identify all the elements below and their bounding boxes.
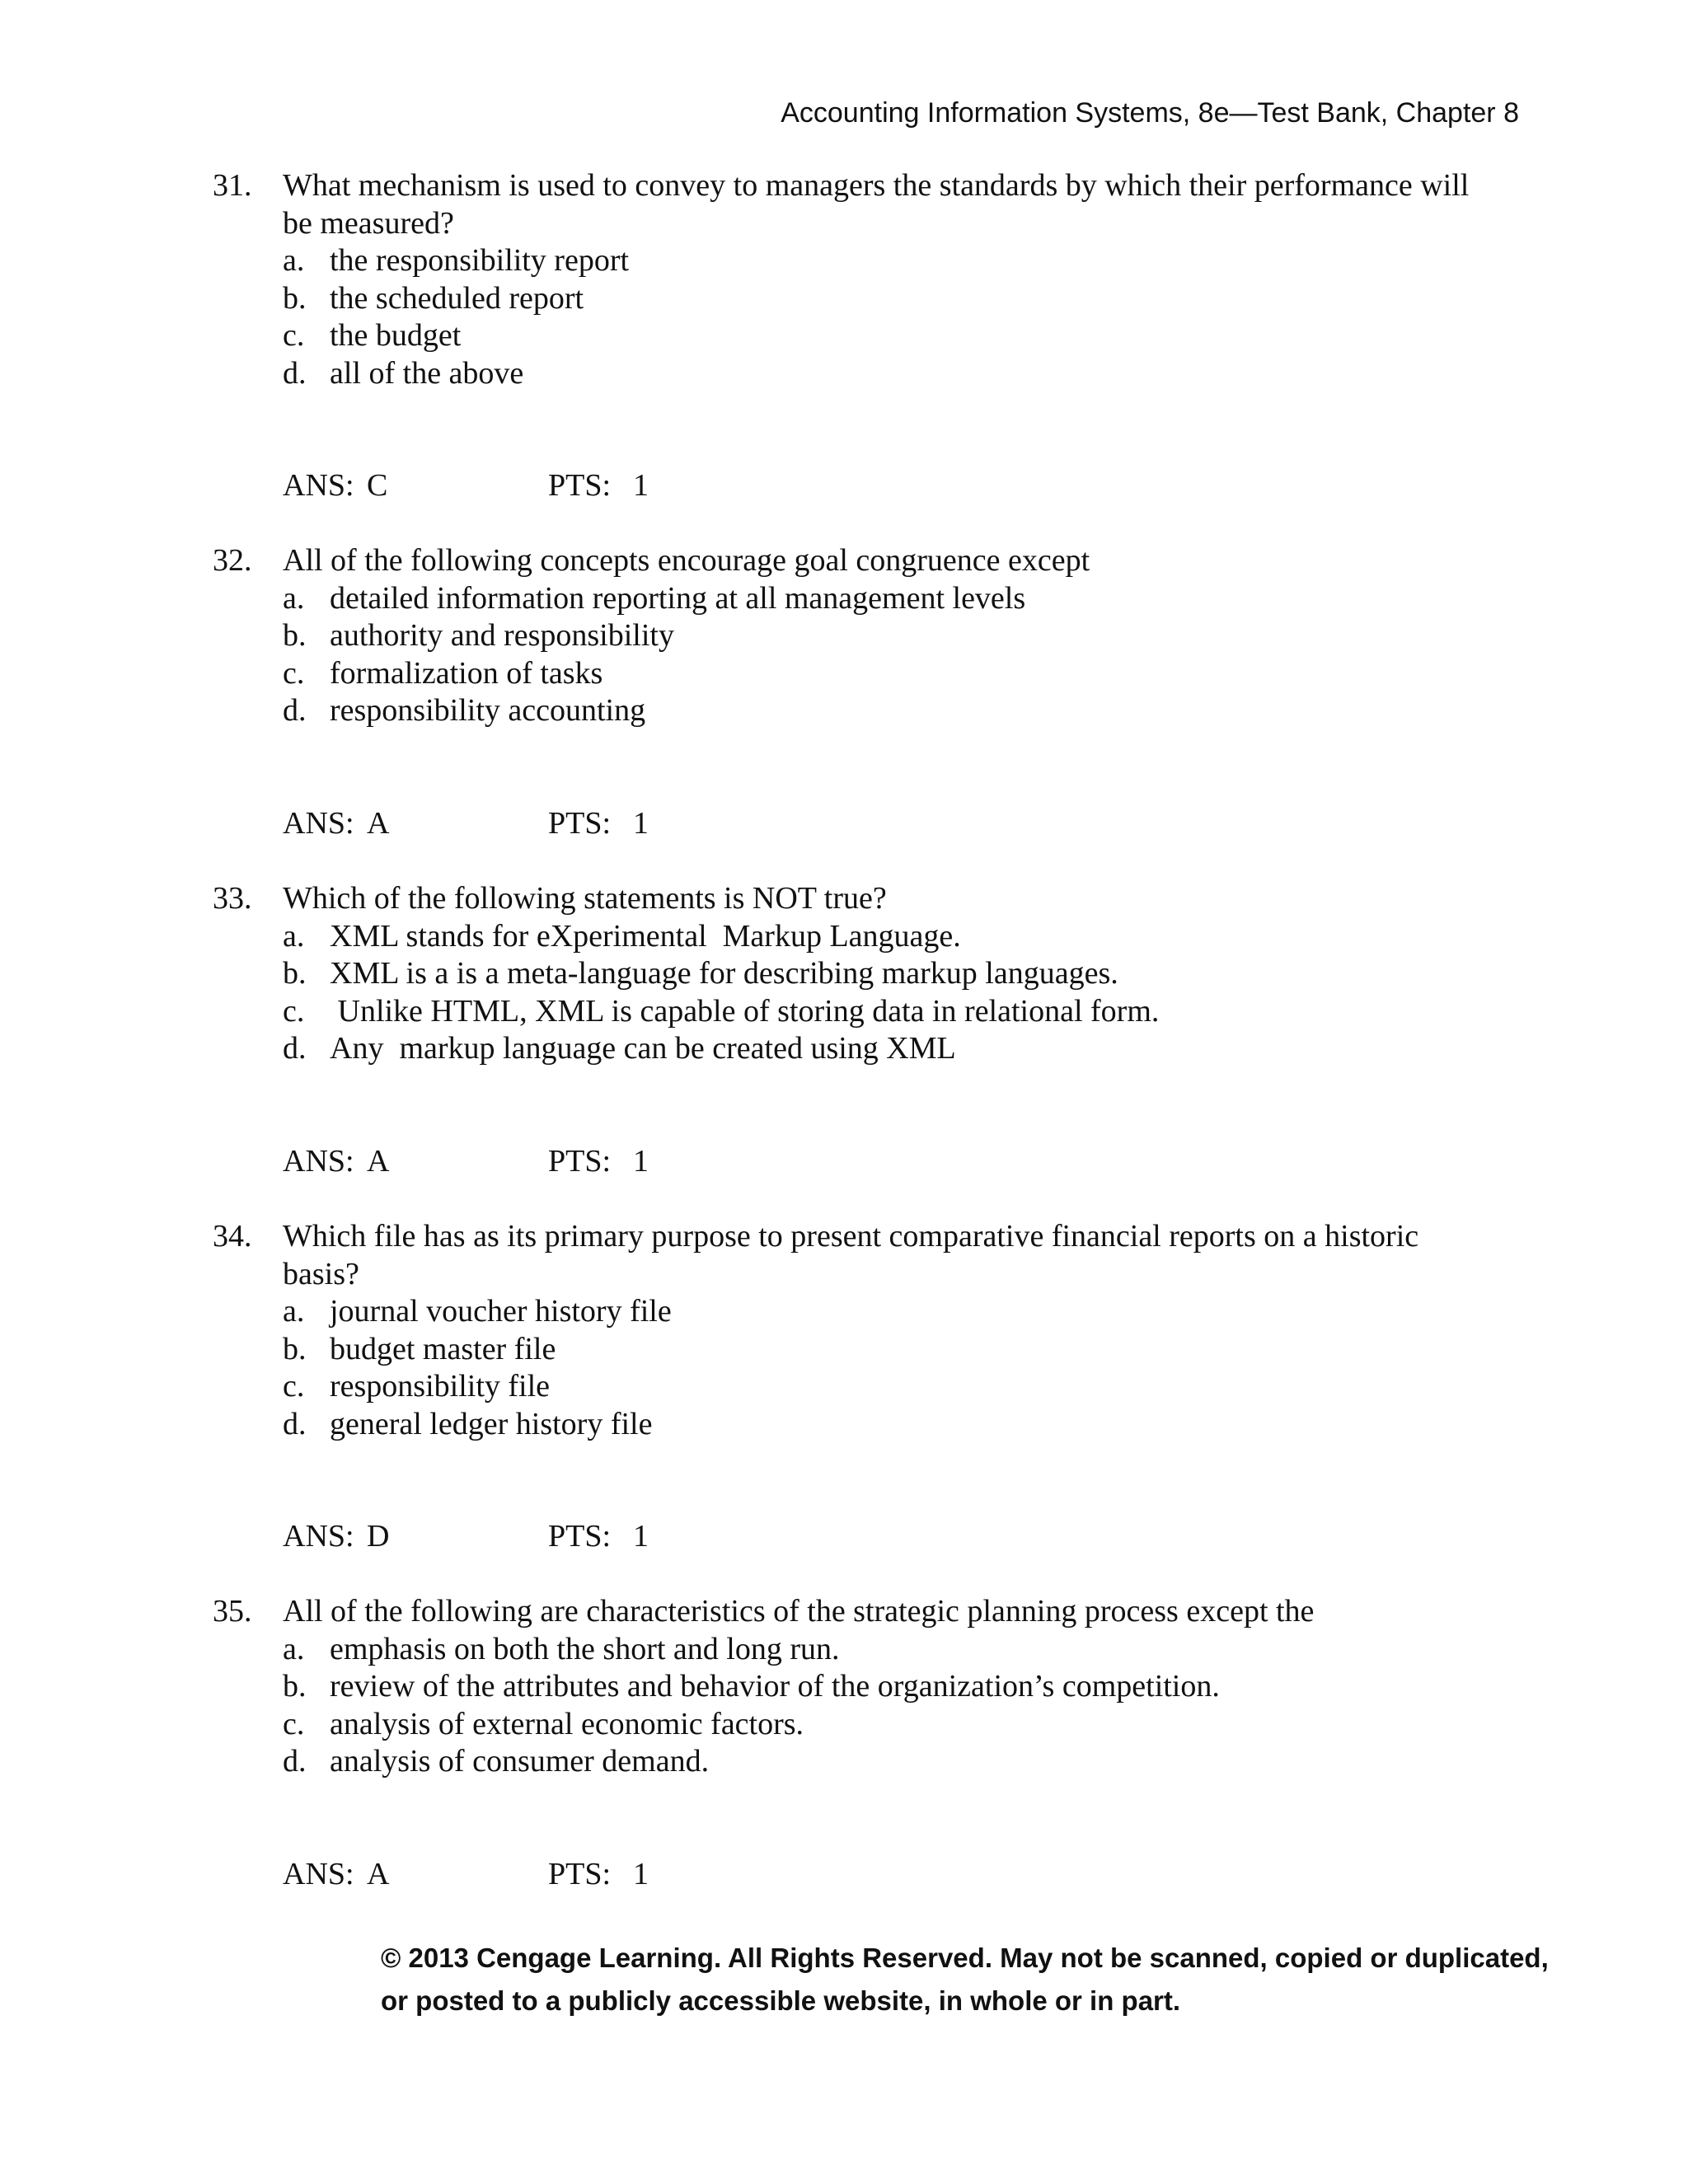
points-label: PTS: bbox=[548, 806, 612, 841]
option-text: the responsibility report bbox=[330, 243, 630, 278]
option-text: analysis of consumer demand. bbox=[330, 1744, 710, 1779]
option-text: budget master file bbox=[330, 1331, 556, 1366]
answer-value: A bbox=[367, 806, 390, 841]
option-letter: d. bbox=[283, 1406, 307, 1441]
question-number: 34. bbox=[213, 1219, 252, 1254]
question-stem: All of the following are characteristics of the strategic planning process except the bbox=[283, 1594, 1315, 1629]
points-value: 1 bbox=[633, 468, 649, 503]
question-number: 31. bbox=[213, 168, 252, 203]
points-label: PTS: bbox=[548, 1857, 612, 1891]
points-label: PTS: bbox=[548, 468, 612, 503]
option-letter: b. bbox=[283, 280, 307, 316]
option-letter: b. bbox=[283, 618, 307, 653]
points-value: 1 bbox=[633, 1857, 649, 1891]
option-text: emphasis on both the short and long run. bbox=[330, 1631, 840, 1666]
option-text: analysis of external economic factors. bbox=[330, 1706, 804, 1741]
copyright-footer bbox=[381, 1937, 1549, 2022]
answer-label: ANS: bbox=[283, 1144, 354, 1179]
answer-value: D bbox=[367, 1519, 390, 1554]
option-text: XML is a is a meta-language for describing markup languages. bbox=[330, 956, 1118, 991]
option-letter: a. bbox=[283, 243, 305, 278]
question-number: 32. bbox=[213, 543, 252, 578]
option-letter: a. bbox=[283, 580, 305, 616]
option-letter: b. bbox=[283, 956, 307, 991]
answer-value: A bbox=[367, 1144, 390, 1179]
option-letter: a. bbox=[283, 918, 305, 954]
option-text: the scheduled report bbox=[330, 280, 584, 316]
points-value: 1 bbox=[633, 806, 649, 841]
option-text: detailed information reporting at all management levels bbox=[330, 580, 1026, 616]
option-text: formalization of tasks bbox=[330, 655, 603, 691]
answer-label: ANS: bbox=[283, 1857, 354, 1891]
option-text: Unlike HTML, XML is capable of storing data in relational form. bbox=[330, 993, 1160, 1029]
copyright-line-1: © 2013 Cengage Learning. All Rights Reserved. May not be scanned, copied or duplicated, bbox=[381, 1943, 1549, 1973]
option-text: journal voucher history file bbox=[330, 1294, 672, 1329]
option-letter: c. bbox=[283, 318, 305, 353]
question-stem: Which file has as its primary purpose to present comparative financial reports on a historic basis? bbox=[283, 1219, 1419, 1291]
option-text: XML stands for eXperimental Markup Language. bbox=[330, 918, 961, 954]
answer-label: ANS: bbox=[283, 806, 354, 841]
page-header: Accounting Information Systems, 8e—Test Bank, Chapter 8 bbox=[781, 97, 1519, 129]
option-text: the budget bbox=[330, 318, 462, 353]
copyright-line-2: or posted to a publicly accessible website, in whole or in part. bbox=[381, 1985, 1181, 2016]
option-letter: c. bbox=[283, 1706, 305, 1741]
option-letter: a. bbox=[283, 1631, 305, 1666]
option-text: responsibility accounting bbox=[330, 693, 646, 728]
points-label: PTS: bbox=[548, 1144, 612, 1179]
answer-value: A bbox=[367, 1857, 390, 1891]
option-text: responsibility file bbox=[330, 1369, 551, 1404]
answer-label: ANS: bbox=[283, 468, 354, 503]
question-stem: Which of the following statements is NOT true? bbox=[283, 881, 887, 916]
points-value: 1 bbox=[633, 1519, 649, 1554]
answer-label: ANS: bbox=[283, 1519, 354, 1554]
option-letter: d. bbox=[283, 693, 307, 728]
option-letter: d. bbox=[283, 1031, 307, 1066]
option-letter: b. bbox=[283, 1669, 307, 1704]
option-letter: d. bbox=[283, 1744, 307, 1779]
option-text: Any markup language can be created using XML bbox=[330, 1031, 956, 1066]
question-stem: What mechanism is used to convey to managers the standards by which their performance will be measured? bbox=[283, 168, 1470, 241]
option-letter: d. bbox=[283, 355, 307, 391]
option-text: general ledger history file bbox=[330, 1406, 653, 1441]
option-letter: c. bbox=[283, 1369, 305, 1404]
question-number: 33. bbox=[213, 881, 252, 916]
option-text: all of the above bbox=[330, 355, 524, 391]
points-label: PTS: bbox=[548, 1519, 612, 1554]
option-letter: c. bbox=[283, 993, 305, 1029]
points-value: 1 bbox=[633, 1144, 649, 1179]
option-text: authority and responsibility bbox=[330, 618, 674, 653]
option-letter: a. bbox=[283, 1294, 305, 1329]
option-text: review of the attributes and behavior of the organization’s competition. bbox=[330, 1669, 1220, 1704]
option-letter: c. bbox=[283, 655, 305, 691]
option-letter: b. bbox=[283, 1331, 307, 1366]
answer-value: C bbox=[367, 468, 388, 503]
question-number: 35. bbox=[213, 1594, 252, 1629]
question-stem: All of the following concepts encourage goal congruence except bbox=[283, 543, 1090, 578]
